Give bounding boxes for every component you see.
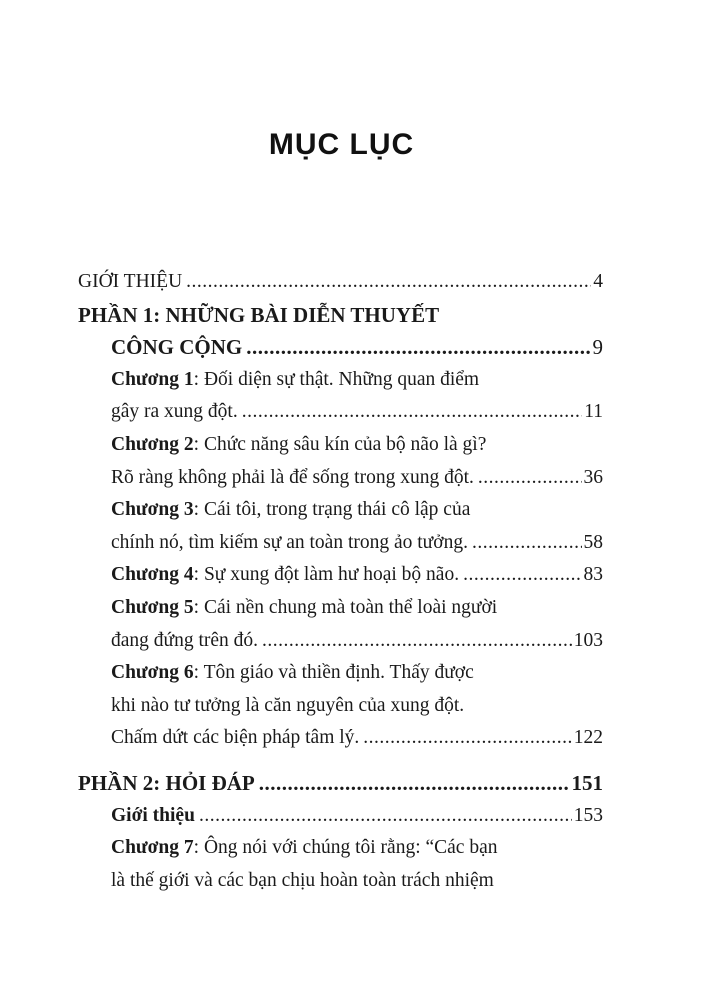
- section-gap: [78, 755, 603, 767]
- toc-entry-ch6-cont2[interactable]: [78, 722, 603, 755]
- entry-text: đang đứng trên đó.: [111, 629, 259, 651]
- toc-entry-part1[interactable]: [78, 299, 603, 332]
- page-number: 83: [583, 564, 603, 586]
- leader-dots: [186, 266, 591, 299]
- entry-text: CÔNG CỘNG: [111, 335, 243, 360]
- toc-entry-ch7[interactable]: [78, 832, 603, 865]
- leader-dots: [259, 767, 570, 800]
- toc-entry-ch3[interactable]: [78, 494, 603, 527]
- toc-entry-ch1[interactable]: [78, 364, 603, 397]
- toc-entry-ch5[interactable]: [78, 592, 603, 625]
- entry-text: Giới thiệu: [111, 804, 195, 826]
- entry-text: : Đối diện sự thật. Những quan điểm: [193, 368, 480, 390]
- table-of-contents: [78, 266, 603, 897]
- page-number: 36: [583, 466, 603, 488]
- leader-dots: [478, 462, 582, 495]
- entry-text: Rõ ràng không phải là để sống trong xung đột.: [111, 466, 474, 488]
- chapter-label: Chương 5: [111, 596, 194, 618]
- toc-entry-ch6-cont[interactable]: [78, 690, 603, 723]
- entry-text: : Cái tôi, trong trạng thái cô lập của: [193, 499, 471, 521]
- entry-text: Chấm dứt các biện pháp tâm lý.: [111, 727, 360, 749]
- entry-text: : Chức năng sâu kín của bộ não là gì?: [193, 433, 487, 455]
- leader-dots: [242, 396, 582, 429]
- entry-text: chính nó, tìm kiếm sự an toàn trong ảo tưởng.: [111, 531, 468, 553]
- entry-text: : Sự xung đột làm hư hoại bộ não.: [193, 564, 460, 586]
- toc-entry-ch7-cont[interactable]: [78, 865, 603, 898]
- chapter-label: Chương 3: [111, 499, 194, 521]
- chapter-label: Chương 4: [111, 564, 194, 586]
- page-number: 122: [573, 727, 603, 749]
- leader-dots: [363, 722, 571, 755]
- toc-entry-intro2[interactable]: [78, 800, 603, 833]
- toc-entry-ch1-cont[interactable]: [78, 396, 603, 429]
- chapter-label: Chương 7: [111, 837, 194, 859]
- entry-text: khi nào tư tưởng là căn nguyên của xung đột.: [111, 694, 465, 716]
- toc-entry-ch2-cont[interactable]: [78, 462, 603, 495]
- leader-dots: [262, 625, 572, 658]
- chapter-label: Chương 2: [111, 433, 194, 455]
- page-number: 58: [583, 531, 603, 553]
- page-number: 151: [571, 770, 603, 795]
- chapter-label: Chương 6: [111, 662, 194, 684]
- entry-text: : Tôn giáo và thiền định. Thấy được: [193, 662, 474, 684]
- toc-entry-ch5-cont[interactable]: [78, 625, 603, 658]
- page-number: 153: [573, 804, 603, 826]
- leader-dots: [463, 559, 581, 592]
- leader-dots: [246, 331, 590, 364]
- page-number: 9: [592, 335, 603, 360]
- leader-dots: [472, 527, 582, 560]
- entry-text: PHẦN 1: NHỮNG BÀI DIỄN THUYẾT: [78, 302, 440, 327]
- entry-text: : Cái nền chung mà toàn thể loài người: [193, 596, 498, 618]
- page-number: 103: [573, 629, 603, 651]
- leader-dots: [199, 800, 572, 833]
- toc-entry-ch3-cont[interactable]: [78, 527, 603, 560]
- entry-text: : Ông nói với chúng tôi rằng: “Các bạn: [193, 837, 498, 859]
- toc-entry-ch4[interactable]: [78, 559, 603, 592]
- page-number: 4: [593, 271, 603, 292]
- toc-entry-ch6[interactable]: [78, 657, 603, 690]
- toc-entry-part1-cont[interactable]: [78, 331, 603, 364]
- entry-text: là thế giới và các bạn chịu hoàn toàn trách nhiệm: [111, 869, 494, 891]
- page-number: 11: [584, 401, 603, 423]
- chapter-label: Chương 1: [111, 368, 194, 390]
- entry-text: GIỚI THIỆU: [78, 271, 183, 292]
- page-title: MỤC LỤC: [268, 128, 415, 161]
- toc-entry-part2[interactable]: [78, 767, 603, 800]
- entry-text: PHẦN 2: HỎI ĐÁP: [78, 770, 255, 795]
- entry-text: gây ra xung đột.: [111, 401, 238, 423]
- toc-entry-ch2[interactable]: [78, 429, 603, 462]
- toc-entry-intro[interactable]: [78, 266, 603, 299]
